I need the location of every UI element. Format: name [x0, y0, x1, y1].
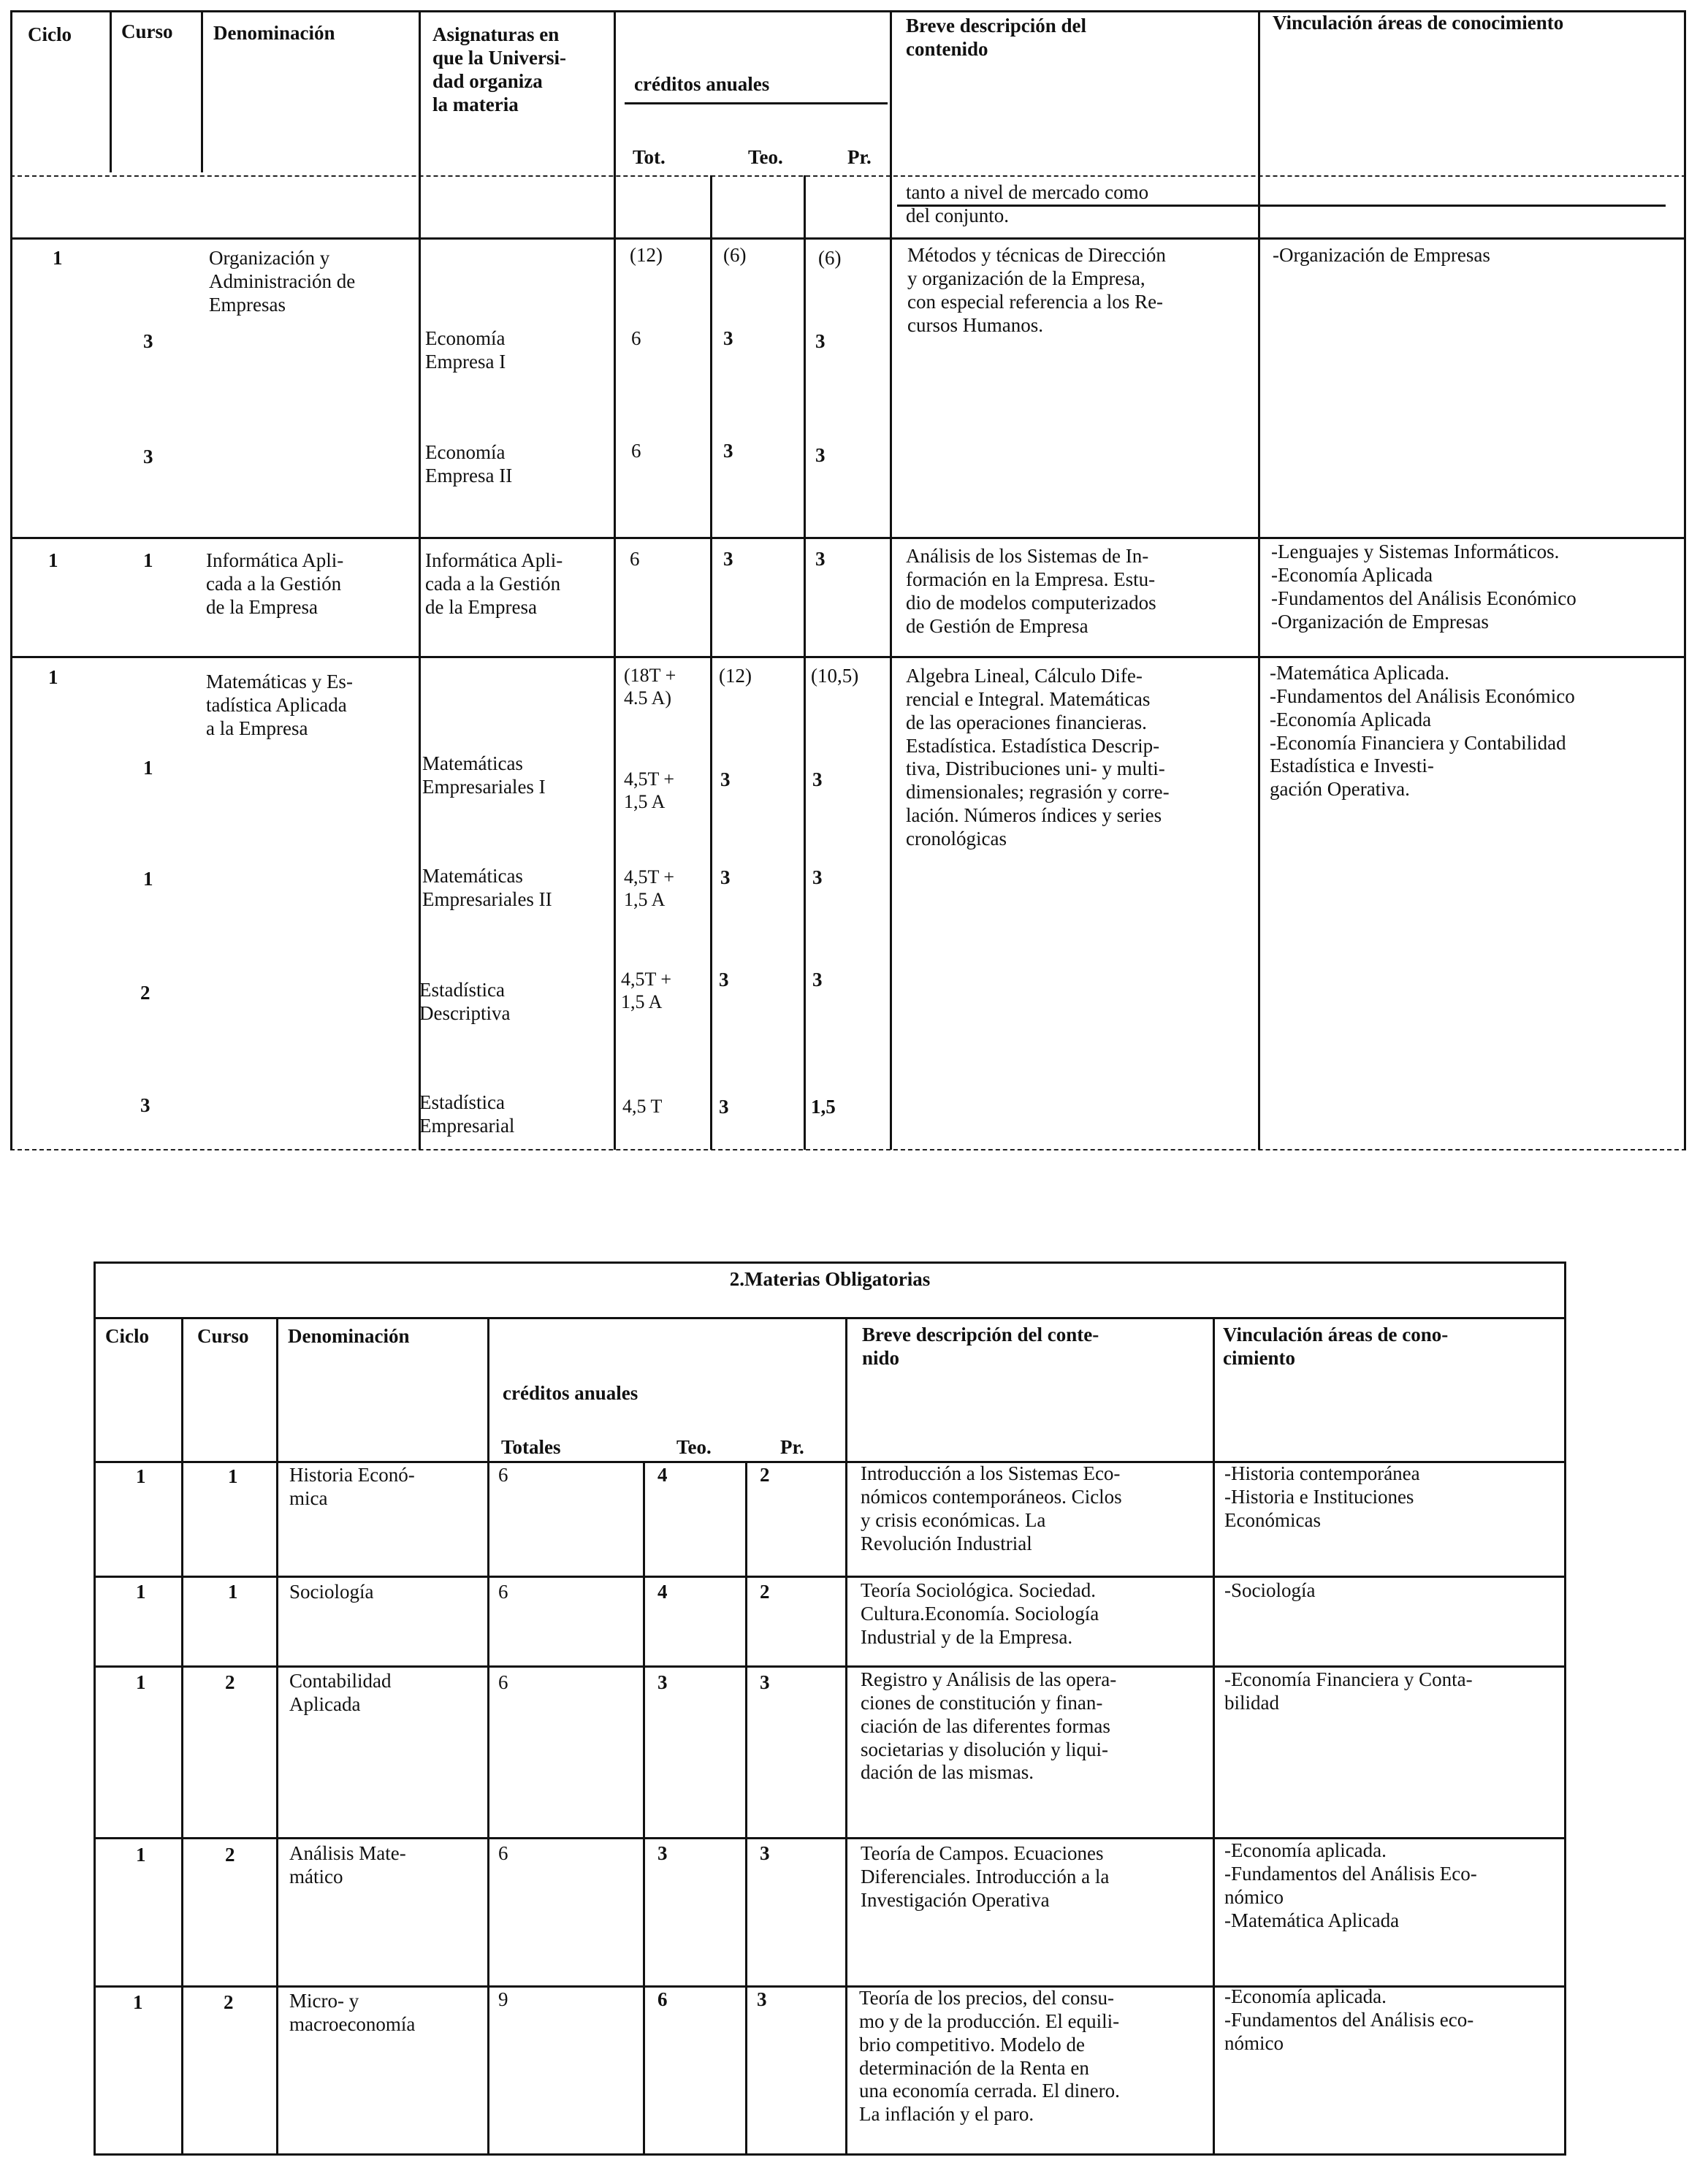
col-line [804, 175, 806, 1150]
r5-tot: 9 [498, 1988, 508, 2010]
g3-r4-curso: 3 [140, 1094, 150, 1116]
g1-r1-tot: 6 [631, 327, 641, 349]
g2-curso: 1 [143, 549, 153, 571]
header-pr: Pr. [847, 146, 872, 168]
col-line [890, 10, 892, 1150]
col-line [1213, 1317, 1215, 2154]
col-line [745, 1461, 747, 2154]
g1-ciclo: 1 [53, 247, 63, 269]
g1-r2-pr: 3 [815, 444, 826, 466]
g3-r4-teo: 3 [719, 1096, 729, 1118]
g1-r2-tot: 6 [631, 440, 641, 462]
header-denominacion: Denominación [288, 1325, 410, 1347]
r4-vinculacion: -Economía aplicada. -Fundamentos del Análisis Eco- nómico -Matemática Aplicada [1224, 1839, 1477, 1931]
g3-r4-asignatura: Estadística Empresarial [419, 1091, 515, 1137]
r1-curso: 1 [228, 1465, 238, 1487]
col-line [845, 1317, 847, 2154]
col-line [487, 1317, 489, 2154]
g1-denominacion: Organización y Administración de Empresas [209, 247, 356, 316]
g3-denominacion: Matemáticas y Es- tadística Aplicada a la Empresa [206, 671, 353, 739]
header-descripcion: Breve descripción del contenido [906, 15, 1086, 60]
header-creditos-anuales: créditos anuales [503, 1382, 638, 1404]
r2-teo: 4 [657, 1581, 668, 1603]
header-vinculacion: Vinculación áreas de conocimiento [1273, 12, 1564, 34]
g3-r1-teo: 3 [720, 768, 731, 790]
r1-descripcion: Introducción a los Sistemas Eco- nómicos contemporáneos. Ciclos y crisis económicas. La Revolución Industrial [861, 1462, 1122, 1554]
header-teo: Teo. [676, 1436, 712, 1458]
r3-vinculacion: -Economía Financiera y Conta- bilidad [1224, 1668, 1473, 1714]
header-descripcion: Breve descripción del conte- nido [862, 1324, 1099, 1369]
g2-denominacion: Informática Apli- cada a la Gestión de la Empresa [206, 549, 344, 618]
col-line [1564, 1262, 1566, 2154]
g2-teo: 3 [723, 548, 733, 570]
header-curso: Curso [197, 1325, 249, 1347]
r4-ciclo: 1 [136, 1844, 146, 1866]
g3-ciclo: 1 [48, 666, 58, 688]
g2-descripcion: Análisis de los Sistemas de In- formación en la Empresa. Estu- dio de modelos computerizados de Gestión de Empresa [906, 545, 1156, 637]
g3-r2-tot: 4,5T + 1,5 A [624, 866, 675, 910]
header-tot: Tot. [633, 146, 666, 168]
g1-pr: (6) [818, 247, 842, 269]
g3-r2-curso: 1 [143, 868, 153, 890]
r5-curso: 2 [224, 1991, 234, 2013]
col-line [643, 1461, 645, 2154]
creditos-underline [625, 102, 888, 104]
g3-r3-teo: 3 [719, 969, 729, 991]
r5-vinculacion: -Economía aplicada. -Fundamentos del Análisis eco- nómico [1224, 1985, 1474, 2054]
r3-tot: 6 [498, 1671, 508, 1693]
r4-descripcion: Teoría de Campos. Ecuaciones Diferenciales. Introducción a la Investigación Operativa [861, 1842, 1110, 1911]
g3-r3-tot: 4,5T + 1,5 A [621, 969, 672, 1012]
table-2-title: 2.Materias Obligatorias [729, 1268, 931, 1290]
g3-r1-pr: 3 [812, 768, 823, 790]
g1-r1-teo: 3 [723, 327, 733, 349]
header-ciclo: Ciclo [28, 23, 72, 45]
r4-pr: 3 [760, 1842, 770, 1864]
r1-ciclo: 1 [136, 1465, 146, 1487]
r5-pr: 3 [757, 1988, 767, 2010]
row-rule [94, 1665, 1566, 1668]
r5-denominacion: Micro- y macroeconomía [289, 1990, 416, 2035]
g1-descripcion: Métodos y técnicas de Dirección y organización de la Empresa, con especial referencia a los Re- cursos Humanos. [907, 244, 1166, 336]
col-line [276, 1317, 278, 2154]
g3-descripcion: Algebra Lineal, Cálculo Dife- rencial e Integral. Matemáticas de las operaciones financieras. Estadística. Estadística Descrip- tiva, Distribuciones uni- y multi- dimensionales; regrasión y corre- lación. Números índices y series cronológicas [906, 665, 1170, 850]
g3-r2-pr: 3 [812, 866, 823, 888]
g3-vinculacion: -Matemática Aplicada. -Fundamentos del Análisis Económico -Economía Aplicada -Economía Financiera y Contabilidad Estadística e Investi- gación Operativa. [1270, 662, 1575, 801]
g3-teo: (12) [719, 665, 752, 687]
r3-descripcion: Registro y Análisis de las opera- ciones de constitución y finan- ciación de las diferentes formas societarias y disolución y liqui- dación de las mismas. [861, 1668, 1117, 1784]
g2-ciclo: 1 [48, 549, 58, 571]
g3-r3-curso: 2 [140, 982, 150, 1004]
col-line [710, 175, 712, 1150]
header-creditos-anuales: créditos anuales [634, 73, 770, 95]
r3-teo: 3 [657, 1671, 668, 1693]
g2-vinculacion: -Lenguajes y Sistemas Informáticos. -Economía Aplicada -Fundamentos del Análisis Económico -Organización de Empresas [1271, 541, 1577, 633]
r1-vinculacion: -Historia contemporánea -Historia e Instituciones Económicas [1224, 1462, 1420, 1531]
r2-vinculacion: -Sociología [1224, 1579, 1316, 1601]
table-1-bottom-rule [10, 1149, 1686, 1150]
g1-r2-teo: 3 [723, 440, 733, 462]
header-pr: Pr. [780, 1436, 804, 1458]
g1-r1-asignatura: Economía Empresa I [425, 327, 506, 373]
r4-denominacion: Análisis Mate- mático [289, 1842, 406, 1888]
g1-r2-curso: 3 [143, 446, 153, 467]
g3-pr: (10,5) [811, 665, 859, 687]
g1-r1-curso: 3 [143, 330, 153, 352]
header-totales: Totales [501, 1436, 561, 1458]
header-curso: Curso [121, 20, 173, 42]
header-vinculacion: Vinculación áreas de cono- cimiento [1223, 1324, 1449, 1369]
r3-ciclo: 1 [136, 1671, 146, 1693]
g3-r4-tot: 4,5 T [622, 1096, 663, 1117]
table-2-top-border [94, 1262, 1566, 1264]
r3-pr: 3 [760, 1671, 770, 1693]
r3-curso: 2 [225, 1671, 235, 1693]
r4-curso: 2 [225, 1844, 235, 1866]
col-line [201, 10, 203, 172]
r1-tot: 6 [498, 1464, 508, 1486]
r2-curso: 1 [228, 1581, 238, 1603]
col-line [1684, 10, 1686, 1150]
col-line [614, 10, 616, 1150]
r5-descripcion: Teoría de los precios, del consu- mo y de la producción. El equili- brio competitivo. Modelo de determinación de la Renta en una economía cerrada. El dinero. La inflación y el paro. [859, 1987, 1120, 2126]
r2-denominacion: Sociología [289, 1581, 374, 1603]
g2-asignatura: Informática Apli- cada a la Gestión de la Empresa [425, 549, 563, 618]
g1-r1-pr: 3 [815, 330, 826, 352]
g3-r2-asignatura: Matemáticas Empresariales II [422, 865, 552, 910]
g3-r4-pr: 1,5 [811, 1096, 836, 1118]
title-bottom-rule [94, 1317, 1566, 1319]
g1-vinculacion: -Organización de Empresas [1273, 244, 1490, 266]
r4-tot: 6 [498, 1842, 508, 1864]
r2-pr: 2 [760, 1581, 770, 1603]
continuation-text: tanto a nivel de mercado como del conjunto. [906, 181, 1149, 226]
header-denominacion: Denominación [213, 22, 335, 44]
col-line [10, 10, 12, 1150]
r1-teo: 4 [657, 1464, 668, 1486]
r5-ciclo: 1 [133, 1991, 143, 2013]
header-teo: Teo. [748, 146, 783, 168]
g3-r2-teo: 3 [720, 866, 731, 888]
g1-tot: (12) [630, 244, 663, 266]
r2-tot: 6 [498, 1581, 508, 1603]
g3-tot: (18T + 4.5 A) [624, 665, 676, 709]
group2-top-rule [10, 537, 1686, 539]
header-asignaturas: Asignaturas en que la Universi- dad organiza la materia [432, 23, 567, 115]
header-bottom-rule [10, 175, 1686, 177]
g2-tot: 6 [630, 548, 640, 570]
r1-pr: 2 [760, 1464, 770, 1486]
col-line [1258, 10, 1260, 1150]
r2-ciclo: 1 [136, 1581, 146, 1603]
g1-teo: (6) [723, 244, 747, 266]
header-ciclo: Ciclo [105, 1325, 149, 1347]
r3-denominacion: Contabilidad Aplicada [289, 1670, 392, 1715]
r4-teo: 3 [657, 1842, 668, 1864]
group3-top-rule [10, 656, 1686, 658]
col-line [181, 1317, 183, 2154]
group1-top-rule [10, 237, 1686, 240]
row-rule [94, 1576, 1566, 1578]
g3-r3-asignatura: Estadística Descriptiva [419, 979, 511, 1024]
g3-r1-tot: 4,5T + 1,5 A [624, 768, 675, 812]
g3-r1-asignatura: Matemáticas Empresariales I [422, 752, 546, 798]
r2-descripcion: Teoría Sociológica. Sociedad. Cultura.Economía. Sociología Industrial y de la Empresa. [861, 1579, 1099, 1648]
col-line [110, 10, 112, 172]
r1-denominacion: Historia Econó- mica [289, 1464, 415, 1509]
g3-r1-curso: 1 [143, 757, 153, 779]
table-2-bottom-border [94, 2153, 1566, 2156]
col-line [94, 1262, 96, 2154]
g3-r3-pr: 3 [812, 969, 823, 991]
r5-teo: 6 [657, 1988, 668, 2010]
g2-pr: 3 [815, 548, 826, 570]
g1-r2-asignatura: Economía Empresa II [425, 441, 513, 486]
